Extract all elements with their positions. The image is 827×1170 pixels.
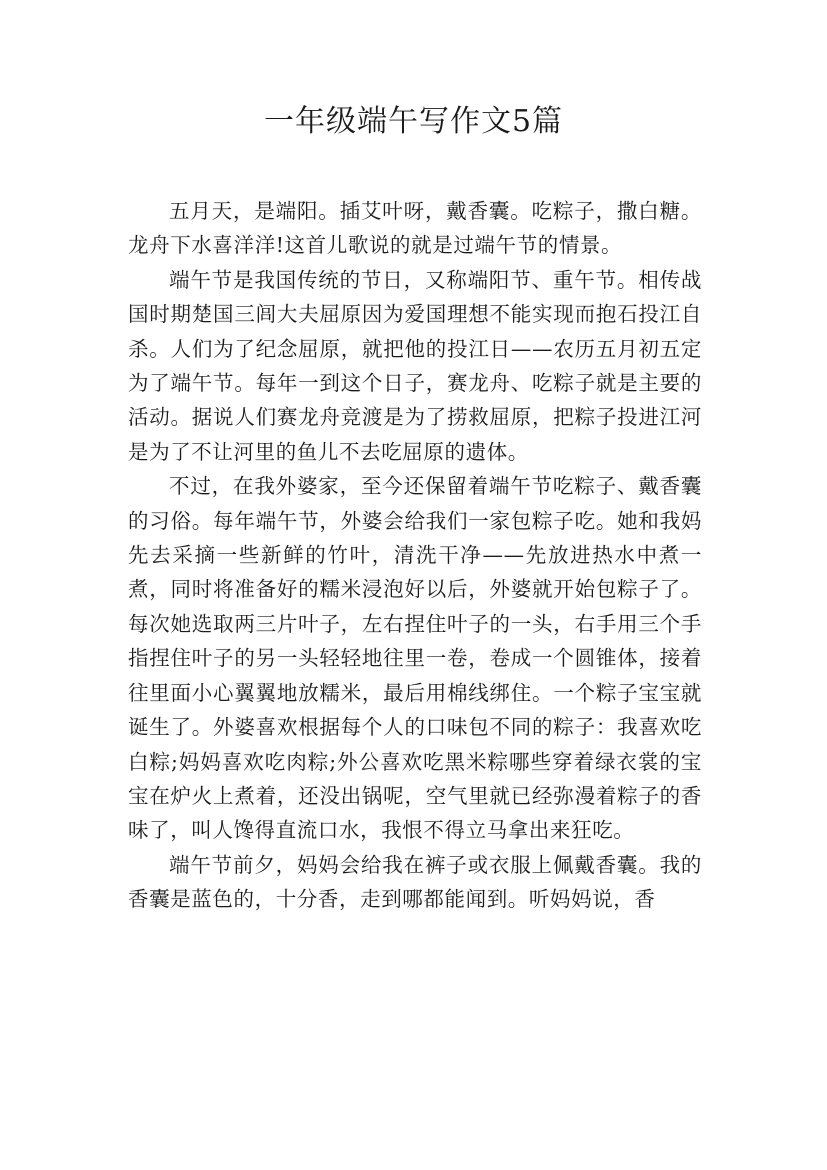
paragraph-3: 不过，在我外婆家，至今还保留着端午节吃粽子、戴香囊的习俗。每年端午节，外婆会给我们一家包粽子吃。她和我妈先去采摘一些新鲜的竹叶，清洗干净——先放进热水中煮一煮，同时将准备好的糯米浸泡好以后，外婆就开始包粽子了。每次她选取两三片叶子，左右捏住叶子的一头，右手用三个手指捏住叶子的另一头轻轻地往里一卷，卷成一个圆锥体，接着往里面小心翼翼地放糯米，最后用棉线绑住。一个粽子宝宝就诞生了。外婆喜欢根据每个人的口味包不同的粽子：我喜欢吃白粽;妈妈喜欢吃肉粽;外公喜欢吃黑米粽哪些穿着绿衣裳的宝宝在炉火上煮着，还没出锅呢，空气里就已经弥漫着粽子的香味了，叫人馋得直流口水，我恨不得立马拿出来狂吃。 bbox=[128, 474, 702, 843]
document-title: 一年级端午写作文5篇 bbox=[263, 104, 564, 139]
paragraph-4: 端午节前夕，妈妈会给我在裤子或衣服上佩戴香囊。我的香囊是蓝色的，十分香，走到哪都能闻到。听妈妈说，香 bbox=[128, 852, 702, 912]
paragraph-1: 五月天，是端阳。插艾叶呀，戴香囊。吃粽子，撒白糖。龙舟下水喜洋洋!这首儿歌说的就是过端午节的情景。 bbox=[128, 199, 702, 258]
paragraph-2: 端午节是我国传统的节日，又称端阳节、重午节。相传战国时期楚国三闾大夫屈原因为爱国理想不能实现而抱石投江自杀。人们为了纪念屈原，就把他的投江日——农历五月初五定为了端午节。每年一到这个日子，赛龙舟、吃粽子就是主要的活动。据说人们赛龙舟竞渡是为了捞救屈原，把粽子投进江河是为了不让河里的鱼儿不去吃屈原的遗体。 bbox=[128, 267, 702, 464]
document-body bbox=[128, 194, 702, 917]
